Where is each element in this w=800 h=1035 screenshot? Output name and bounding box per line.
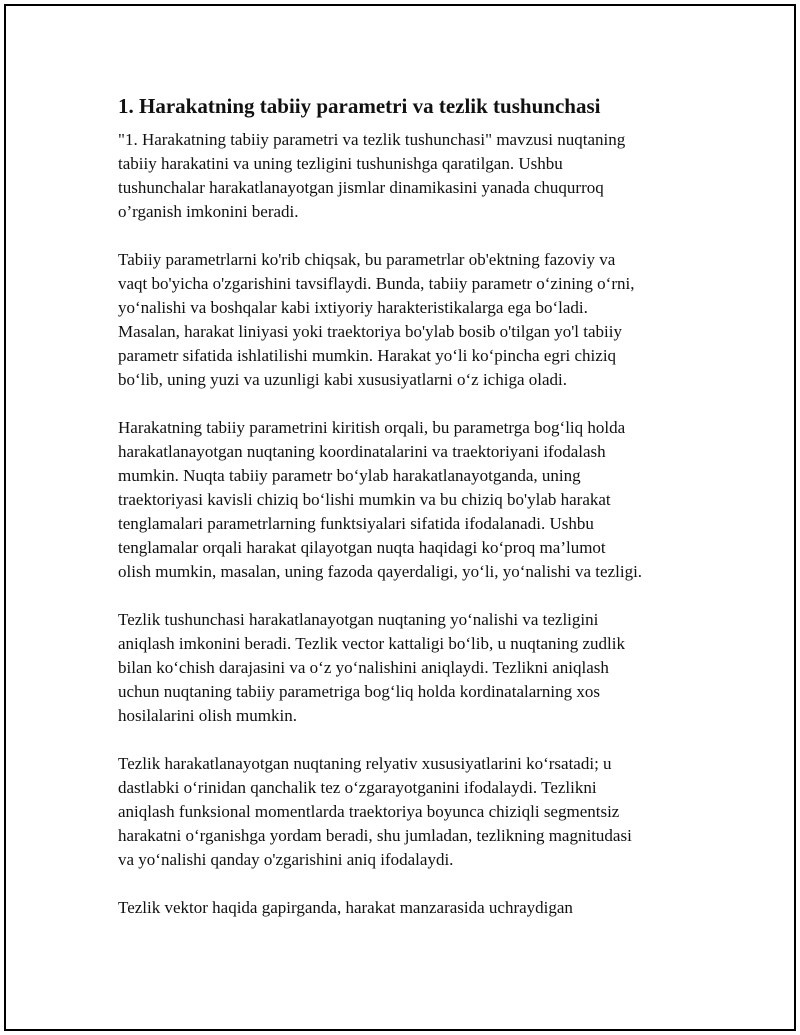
paragraph-line: o’rganish imkonini beradi. — [118, 202, 299, 221]
paragraph-line: hosilalarini olish mumkin. — [118, 706, 297, 725]
paragraph-line: bo‘lib, uning yuzi va uzunligi kabi xususiyatlarni o‘z ichiga oladi. — [118, 370, 567, 389]
paragraph-line: tenglamalari parametrlarning funktsiyalari sifatida ifodalanadi. Ushbu — [118, 514, 594, 533]
document-body — [118, 92, 698, 944]
paragraph-line: dastlabki o‘rinidan qanchalik tez o‘zgarayotganini ifodalaydi. Tezlikni — [118, 778, 597, 797]
paragraph-line: parametr sifatida ishlatilishi mumkin. Harakat yo‘li ko‘pincha egri chiziq — [118, 346, 617, 365]
paragraph-line: "1. Harakatning tabiiy parametri va tezlik tushunchasi" mavzusi nuqtaning — [118, 130, 626, 149]
paragraph — [118, 896, 698, 920]
paragraph-line: tushunchalar harakatlanayotgan jismlar dinamikasini yanada chuqurroq — [118, 178, 604, 197]
paragraph-line: aniqlash funksional momentlarda traektoriya boyunca chiziqli segmentsiz — [118, 802, 620, 821]
paragraph-line: Harakatning tabiiy parametrini kiritish orqali, bu parametrga bog‘liq holda — [118, 418, 626, 437]
paragraph-line: Tezlik vektor haqida gapirganda, harakat manzarasida uchraydigan — [118, 898, 573, 917]
paragraph — [118, 416, 698, 584]
paragraph-list — [118, 128, 698, 920]
paragraph-line: yo‘nalishi va boshqalar kabi ixtiyoriy harakteristikalarga ega bo‘ladi. — [118, 298, 588, 317]
paragraph-line: va yo‘nalishi qanday o'zgarishini aniq ifodalaydi. — [118, 850, 454, 869]
paragraph-line: tenglamalar orqali harakat qilayotgan nuqta haqidagi ko‘proq ma’lumot — [118, 538, 606, 557]
paragraph-line: aniqlash imkonini beradi. Tezlik vector kattaligi bo‘lib, u nuqtaning zudlik — [118, 634, 625, 653]
paragraph — [118, 128, 698, 224]
paragraph-line: Tezlik tushunchasi harakatlanayotgan nuqtaning yo‘nalishi va tezligini — [118, 610, 599, 629]
paragraph-line: Masalan, harakat liniyasi yoki traektoriya bo'ylab bosib o'tilgan yo'l tabiiy — [118, 322, 622, 341]
paragraph-line: Tezlik harakatlanayotgan nuqtaning relyativ xususiyatlarini ko‘rsatadi; u — [118, 754, 612, 773]
paragraph-line: Tabiiy parametrlarni ko'rib chiqsak, bu parametrlar ob'ektning fazoviy va — [118, 250, 616, 269]
paragraph — [118, 248, 698, 392]
paragraph-line: traektoriyasi kavisli chiziq bo‘lishi mumkin va bu chiziq bo'ylab harakat — [118, 490, 611, 509]
paragraph-line: tabiiy harakatini va uning tezligini tushunishga qaratilgan. Ushbu — [118, 154, 563, 173]
paragraph — [118, 608, 698, 728]
section-heading: 1. Harakatning tabiiy parametri va tezlik tushunchasi — [118, 94, 601, 118]
paragraph-line: harakatni o‘rganishga yordam beradi, shu jumladan, tezlikning magnitudasi — [118, 826, 632, 845]
paragraph-line: vaqt bo'yicha o'zgarishini tavsiflaydi. Bunda, tabiiy parametr o‘zining o‘rni, — [118, 274, 635, 293]
paragraph-line: olish mumkin, masalan, uning fazoda qayerdaligi, yo‘li, yo‘nalishi va tezligi. — [118, 562, 643, 581]
paragraph-line: harakatlanayotgan nuqtaning koordinatalarini va traektoriyani ifodalash — [118, 442, 606, 461]
paragraph-line: mumkin. Nuqta tabiiy parametr bo‘ylab harakatlanayotganda, uning — [118, 466, 581, 485]
paragraph — [118, 752, 698, 872]
paragraph-line: uchun nuqtaning tabiiy parametriga bog‘liq holda kordinatalarning xos — [118, 682, 601, 701]
paragraph-line: bilan ko‘chish darajasini va o‘z yo‘nalishini aniqlaydi. Tezlikni aniqlash — [118, 658, 609, 677]
